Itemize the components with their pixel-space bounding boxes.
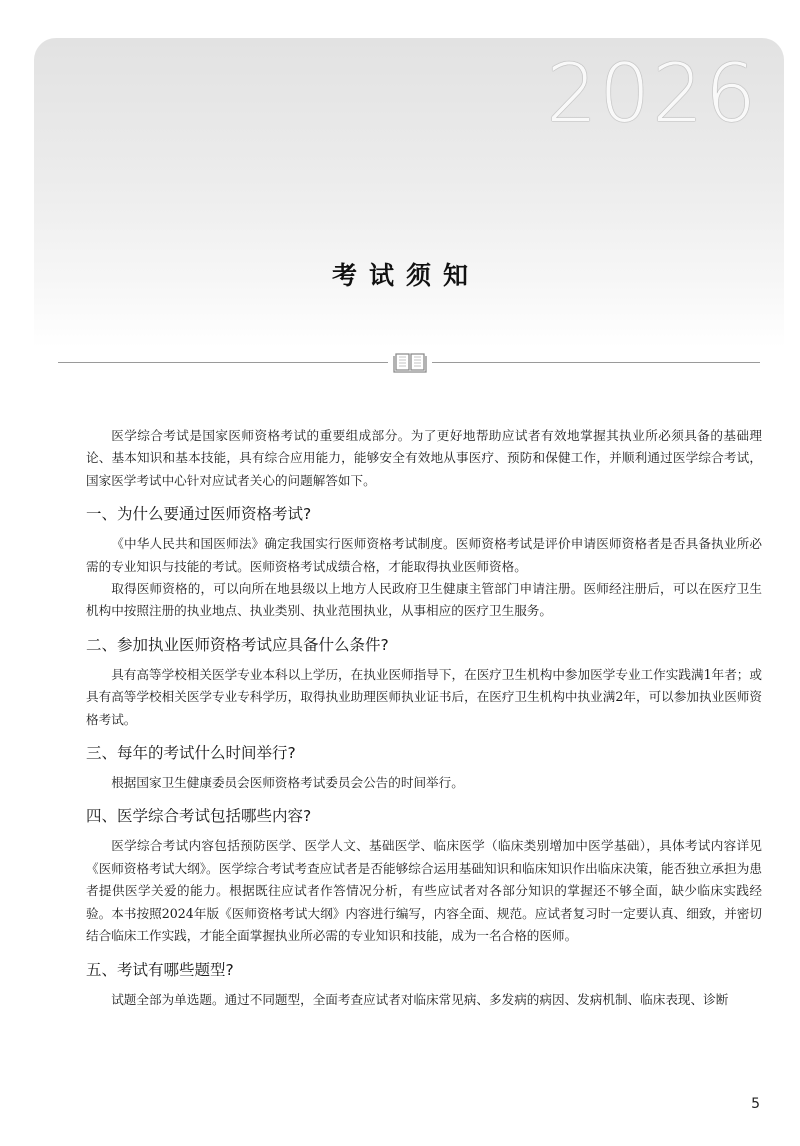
section-paragraph: 试题全部为单选题。通过不同题型，全面考查应试者对临床常见病、多发病的病因、发病机制、临床表现、诊断 bbox=[111, 991, 729, 1007]
section-heading: 三、每年的考试什么时间举行? bbox=[86, 744, 296, 763]
intro-paragraph: 医学综合考试是国家医师资格考试的重要组成部分。为了更好地帮助应试者有效地掌握其执业所必须具备的基础理论、基本知识和基本技能，具有综合应用能力，能够安全有效地从事医疗、预防和保健工作，并顺利通过医学综合考试，国家医学考试中心针对应试者关心的问题解答如下。 bbox=[86, 428, 762, 488]
section-heading: 四、医学综合考试包括哪些内容? bbox=[86, 807, 312, 826]
section-heading: 一、为什么要通过医师资格考试? bbox=[86, 505, 312, 524]
divider-line-left bbox=[58, 362, 388, 363]
divider-line-right bbox=[432, 362, 760, 363]
header-band bbox=[34, 38, 784, 348]
article-body bbox=[86, 425, 762, 1011]
section-paragraph: 取得医师资格的，可以向所在地县级以上地方人民政府卫生健康主管部门申请注册。医师经注册后，可以在医疗卫生机构中按照注册的执业地点、执业类别、执业范围执业，从事相应的医疗卫生服务。 bbox=[86, 581, 762, 619]
section-paragraph: 《中华人民共和国医师法》确定我国实行医师资格考试制度。医师资格考试是评价申请医师资格者是否具备执业所必需的专业知识与技能的考试。医师资格考试成绩合格，才能取得执业医师资格。 bbox=[86, 536, 762, 574]
page-title: 考试须知 bbox=[331, 261, 480, 290]
section-paragraph: 具有高等学校相关医学专业本科以上学历，在执业医师指导下，在医疗卫生机构中参加医学专业工作实践满1年者；或具有高等学校相关医学专业专科学历，取得执业助理医师执业证书后，在医疗卫生机构中执业满2年，可以参加执业医师资格考试。 bbox=[86, 666, 762, 727]
section-paragraph: 医学综合考试内容包括预防医学、医学人文、基础医学、临床医学（临床类别增加中医学基础），具体考试内容详见《医师资格考试大纲》。医学综合考试考查应试者是否能够综合运用基础知识和临床知识作出临床决策，能否独立承担为患者提供医学关爱的能力。根据既往应试者作答情况分析，有些应试者对各部分知识的掌握还不够全面，缺少临床实践经验。本书按照2024年版《医师资格考试大纲》内容进行编写，内容全面、规范。应试者复习时一定要认真、细致，并密切结合临床工作实践，才能全面掌握执业所必需的专业知识和技能，成为一名合格的医师。 bbox=[86, 838, 762, 944]
open-book-icon bbox=[392, 350, 428, 374]
section-heading: 二、参加执业医师资格考试应具备什么条件? bbox=[86, 635, 389, 654]
page-number: 5 bbox=[751, 1096, 760, 1112]
year-watermark: 2026 bbox=[546, 47, 758, 140]
section-paragraph: 根据国家卫生健康委员会医师资格考试委员会公告的时间举行。 bbox=[111, 775, 464, 791]
section-heading: 五、考试有哪些题型? bbox=[86, 960, 234, 979]
